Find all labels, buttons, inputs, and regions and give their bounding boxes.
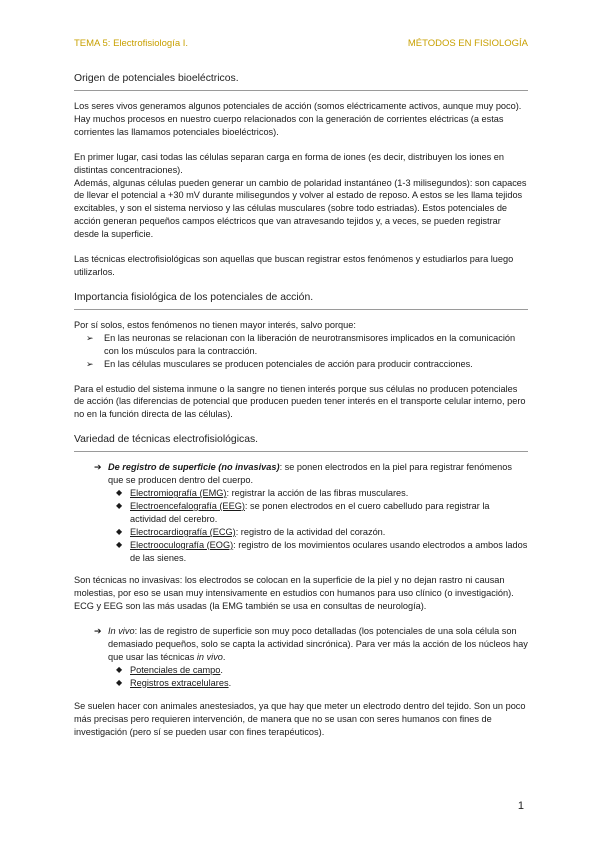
section-divider: [74, 90, 528, 91]
arrow-bullet-icon: ➔: [94, 626, 102, 637]
diamond-bullet-icon: ◆: [116, 526, 123, 536]
section-title-variedad: Variedad de técnicas electrofisiológicas.: [74, 434, 259, 446]
term-link: Electromiografía (EMG): [130, 488, 227, 499]
section-divider: [74, 451, 528, 452]
list-item: [108, 487, 528, 500]
list-item: [74, 358, 528, 371]
list-item: [108, 539, 528, 565]
term-superficie: De registro de superficie (no invasivas): [108, 462, 280, 473]
paragraph: Por sí solos, estos fenómenos no tienen mayor interés, salvo porque:: [74, 319, 356, 330]
list-item-invivo: [74, 625, 528, 690]
list-item-text: En las células musculares se producen potenciales de acción para producir contracciones.: [104, 358, 473, 369]
list-item: [108, 500, 528, 526]
header-subject: MÉTODOS EN FISIOLOGÍA: [407, 38, 528, 49]
bullet-list: [74, 332, 528, 371]
term-description: : registrar la acción de las fibras musculares.: [226, 488, 409, 499]
term-description: : registro de los movimientos oculares usando electrodos a ambos lados de las sienes.: [130, 539, 528, 563]
section-divider: [74, 309, 528, 310]
paragraph: Los seres vivos generamos algunos potenciales de acción (somos eléctricamente activos, aunque muy poco). Hay muchos procesos en nuestro cuerpo relacionados con la generación de corrientes eléctricas (a estas corrientes las llamamos potenciales bioeléctricos).: [74, 101, 522, 137]
section-title-importancia: Importancia fisiológica de los potenciales de acción.: [74, 291, 314, 303]
term-link: Registros extracelulares: [130, 677, 229, 688]
paragraph: Las técnicas electrofisiológicas son aquellas que buscan registrar estos fenómenos y estudiarlos para luego utilizarlos.: [74, 254, 514, 277]
term-link: Electrocardiografía (ECG): [130, 526, 236, 537]
diamond-bullet-icon: ◆: [116, 539, 123, 549]
punctuation: .: [222, 652, 226, 662]
list-item: [108, 664, 528, 677]
term-description: : registro de la actividad del corazón.: [235, 526, 386, 537]
sub-list: [108, 487, 528, 564]
header-topic: TEMA 5: Electrofisiología I.: [74, 38, 189, 49]
diamond-bullet-icon: ◆: [116, 500, 123, 510]
technique-list: [74, 461, 528, 564]
document-body: [74, 72, 528, 750]
term-description: : se ponen electrodos en el cuero cabelludo para registrar la actividad del cerebro.: [130, 500, 490, 524]
list-item-superficie: [74, 461, 528, 564]
arrow-bullet-icon: ➔: [94, 462, 102, 473]
arrowhead-bullet-icon: ➢: [86, 332, 94, 343]
list-item: [108, 677, 528, 690]
term-description: .: [228, 677, 232, 688]
page-number: 1: [517, 800, 524, 812]
diamond-bullet-icon: ◆: [116, 488, 123, 498]
paragraph: Además, algunas células pueden generar un cambio de polaridad instantáneo (1-3 milisegundos): son capaces de llevar el potencial a +30 mV durante milisegundos y volver al estado de reposo. A estos se les llama tejidos excitables, y son el sistema nervioso y las células musculares (sobre todo estriadas). Estos potenciales de acción generan pequeños campos eléctricos que van atravesando tejidos y, a veces, se pueden registrar desde la superficie.: [74, 177, 527, 240]
term-invivo: In vivo: [108, 626, 135, 637]
sub-list: [108, 664, 528, 690]
term-description: .: [220, 664, 223, 675]
diamond-bullet-icon: ◆: [116, 677, 123, 687]
term-description: : se ponen electrodos en la piel para registrar fenómenos que se producen dentro del cuerpo.: [108, 462, 512, 486]
diamond-bullet-icon: ◆: [116, 664, 123, 674]
paragraph: En primer lugar, casi todas las células separan carga en forma de iones (es decir, distribuyen los iones en distintas concentraciones).: [74, 151, 504, 175]
arrowhead-bullet-icon: ➢: [86, 358, 94, 369]
list-item: [108, 526, 528, 539]
paragraph: Para el estudio del sistema inmune o la sangre no tienen interés porque sus células no producen potenciales de acción (las diferencias de potencial que producen pueden tener interés en el transporte celular interno, pero no en la función directa de las células).: [74, 383, 526, 420]
term-link: Electrooculografía (EOG): [130, 539, 234, 550]
term-link: Electroencefalografía (EEG): [130, 500, 245, 511]
list-item: [74, 332, 528, 358]
technique-list: [74, 625, 528, 690]
list-item-text: En las neuronas se relacionan con la liberación de neurotransmisores implicados en la comunicación con los músculos para la contracción.: [104, 332, 516, 356]
section-title-origen: Origen de potenciales bioeléctricos.: [74, 73, 239, 84]
paragraph: Son técnicas no invasivas: los electrodos se colocan en la superficie de la piel y no dejan rastro ni causan molestias, por eso se usan muy intensivamente en estudios con humanos para uso clínico (o investigación). ECG y EEG son las más usadas (la EMG también se usa en consultas de neurología).: [74, 575, 514, 612]
term-link: Potenciales de campo: [130, 664, 221, 675]
paragraph: Se suelen hacer con animales anestesiados, ya que hay que meter un electrodo dentro del tejido. Son un poco más precisas pero requieren intervención, de manera que no se usan con seres humanos con fines de investigación (pero sí se pueden usar con fines terapéuticos).: [74, 700, 526, 737]
emphasis: in vivo: [196, 652, 223, 662]
term-description: : las de registro de superficie son muy poco detalladas (los potenciales de una sola célula son demasiado pequeños, solo se capta la actividad sincrónica). Para ver más la acción de los núcleos hay que usar las técnicas: [108, 626, 528, 662]
